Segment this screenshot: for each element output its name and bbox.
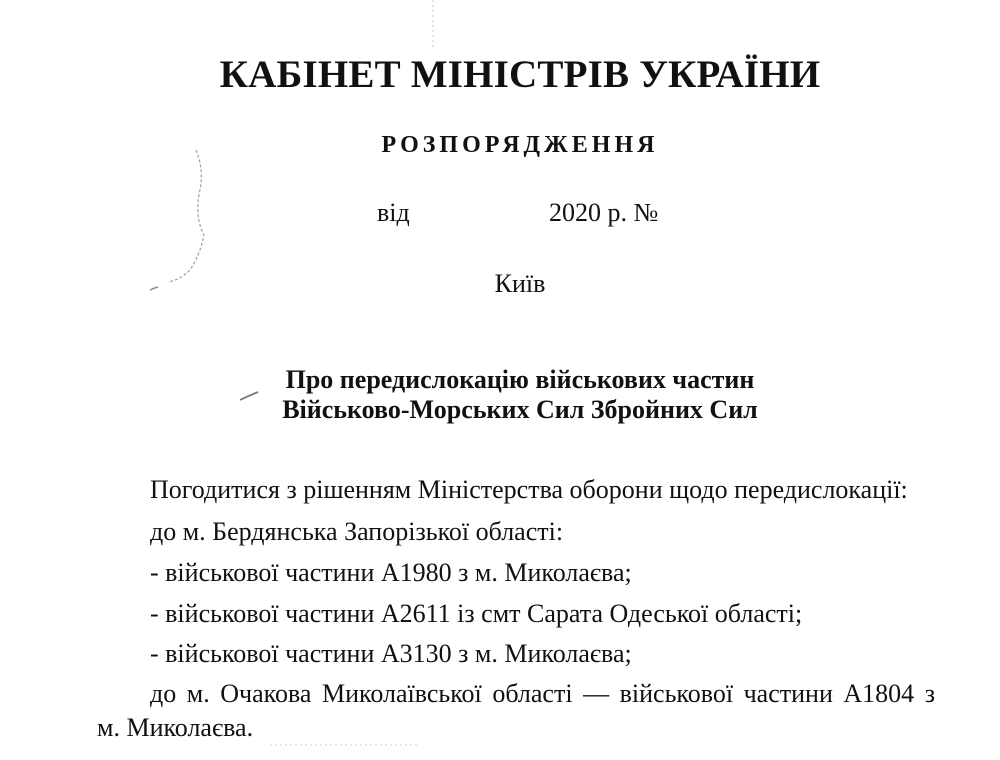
body-destination-1: до м. Бердянська Запорізької області: [150,517,564,546]
body-item-1: - військової частини А1980 з м. Миколаєва; [150,558,632,587]
body-intro: Погодитися з рішенням Міністерства оборони щодо передислокації: [150,475,908,504]
document-title: КАБІНЕТ МІНІСТРІВ УКРАЇНИ [219,53,821,96]
date-value: 2020 р. № [549,198,659,227]
date-label: від [377,198,410,227]
heading-line-2: Військово-Морських Сил Збройних Сил [282,395,758,424]
document-type: РОЗПОРЯДЖЕННЯ [381,132,659,158]
document-heading [0,365,1000,425]
body-item-2: - військової частини А2611 із смт Сарата Одеської області; [150,599,803,628]
body-destination-2-line-2: м. Миколаєва. [97,713,254,742]
body-destination-2-line-1: до м. Очакова Миколаївської області — військової частини А1804 з [150,679,935,708]
body-item-3: - військової частини А3130 з м. Миколаєва; [150,639,632,668]
heading-line-1: Про передислокацію військових частин [285,365,755,394]
city: Київ [494,269,546,298]
scan-mark-left [168,150,204,282]
